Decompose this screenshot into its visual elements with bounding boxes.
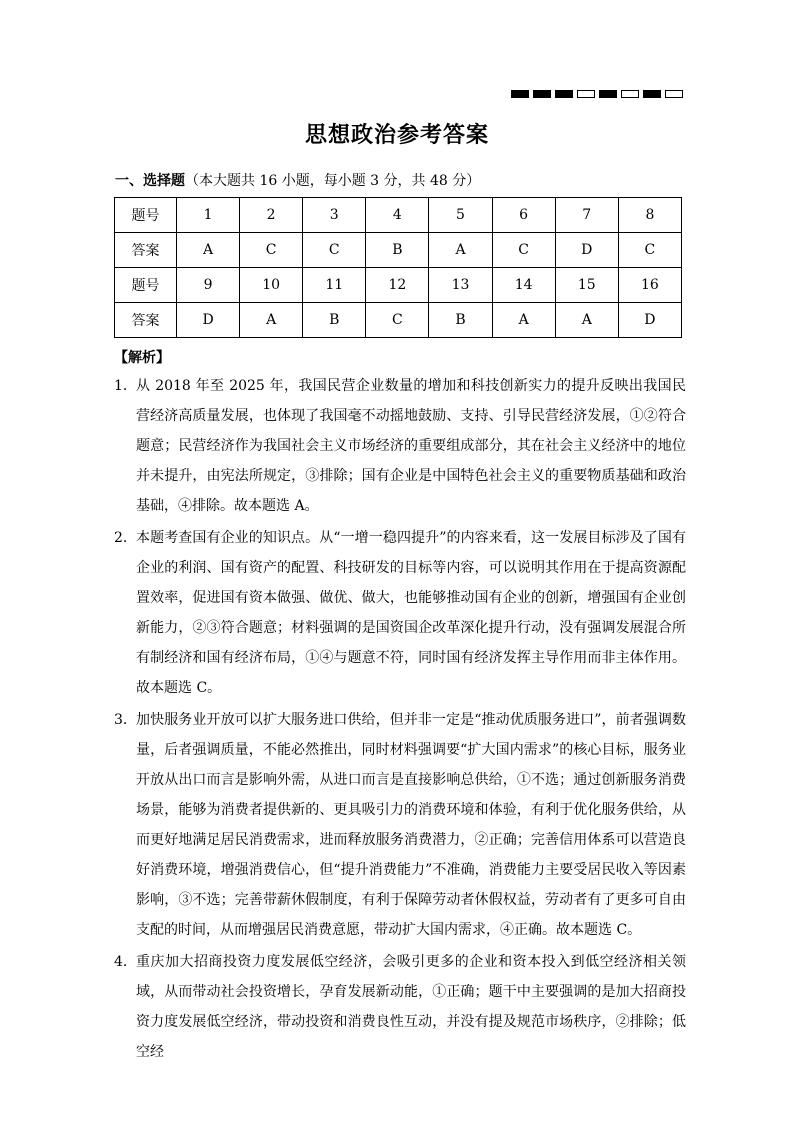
answer-cell: 10 — [240, 268, 303, 303]
answer-cell: A — [240, 303, 303, 338]
answer-cell: 12 — [366, 268, 429, 303]
explanation-text: 本题考查国有企业的知识点。从“一增一稳四提升”的内容来看，这一发展目标涉及了国有企业的利润、国有资产的配置、科技研发的目标等内容，可以说明其作用在于提高资源配置效率，促进国有资本做强、做优、做大，也能够推动国有企业的创新，增强国有企业创新能力，②③符合题意；材料强调的是国资国企改革深化提升行动，没有强调发展混合所有制经济和国有经济布局，①④与题意不符，同时国有经济发挥主导作用而非主体作用。故本题选 C。 — [136, 530, 686, 696]
answer-cell: B — [366, 233, 429, 268]
explanation-item — [114, 947, 686, 1067]
answer-cell: 9 — [177, 268, 240, 303]
analysis-heading: 【解析】 — [114, 350, 170, 366]
answer-cell: C — [303, 233, 366, 268]
answer-cell: 5 — [429, 198, 492, 233]
answer-cell: 7 — [555, 198, 618, 233]
answer-cell: 13 — [429, 268, 492, 303]
section-note: （本大题共 16 小题，每小题 3 分，共 48 分） — [185, 173, 481, 189]
header-mark — [643, 90, 661, 98]
answer-cell: B — [429, 303, 492, 338]
answer-cell: C — [492, 233, 555, 268]
answer-cell: 15 — [555, 268, 618, 303]
table-row — [115, 233, 682, 268]
row-header-cell: 答案 — [115, 233, 177, 268]
answer-cell: A — [555, 303, 618, 338]
row-header-cell: 答案 — [115, 303, 177, 338]
answer-cell: 4 — [366, 198, 429, 233]
table-row — [115, 303, 682, 338]
explanation-item — [114, 705, 686, 945]
table-row — [115, 198, 682, 233]
answer-cell: C — [240, 233, 303, 268]
answer-cell: D — [555, 233, 618, 268]
answer-table — [114, 197, 682, 338]
answer-cell: 2 — [240, 198, 303, 233]
answer-cell: 14 — [492, 268, 555, 303]
explanation-item — [114, 523, 686, 703]
answer-cell: C — [366, 303, 429, 338]
section-heading — [115, 170, 480, 190]
answer-cell: A — [177, 233, 240, 268]
explanation-number: 1． — [114, 378, 137, 394]
answer-cell: 16 — [618, 268, 681, 303]
answer-cell: A — [429, 233, 492, 268]
explanation-list — [114, 371, 686, 1069]
header-mark — [533, 90, 551, 98]
table-row — [115, 268, 682, 303]
section-label: 一、选择题 — [115, 173, 185, 189]
header-mark — [621, 90, 639, 98]
answer-cell: B — [303, 303, 366, 338]
header-mark — [577, 90, 595, 98]
header-marks — [511, 90, 683, 98]
answer-cell: 3 — [303, 198, 366, 233]
answer-cell: D — [618, 303, 681, 338]
answer-cell: D — [177, 303, 240, 338]
explanation-number: 4． — [114, 954, 137, 970]
explanation-text: 重庆加大招商投资力度发展低空经济，会吸引更多的企业和资本投入到低空经济相关领域，从而带动社会投资增长，孕育发展新动能，①正确；题干中主要强调的是加大招商投资力度发展低空经济，带动投资和消费良性互动，并没有提及规范市场秩序，②排除；低空经 — [136, 954, 686, 1060]
row-header-cell: 题号 — [115, 268, 177, 303]
header-mark — [665, 90, 683, 98]
explanation-text: 从 2018 年至 2025 年，我国民营企业数量的增加和科技创新实力的提升反映出我国民营经济高质量发展，也体现了我国毫不动摇地鼓励、支持、引导民营经济发展，①②符合题意；民营经济作为我国社会主义市场经济的重要组成部分，其在社会主义经济中的地位并未提升，由宪法所规定，③排除；国有企业是中国特色社会主义的重要物质基础和政治基础，④排除。故本题选 A。 — [136, 378, 686, 514]
answer-cell: 11 — [303, 268, 366, 303]
page-title: 思想政治参考答案 — [304, 123, 489, 148]
answer-cell: 1 — [177, 198, 240, 233]
explanation-item — [114, 371, 686, 521]
header-mark — [511, 90, 529, 98]
explanation-number: 2． — [114, 530, 137, 546]
explanation-number: 3． — [114, 712, 137, 728]
answer-cell: 8 — [618, 198, 681, 233]
row-header-cell: 题号 — [115, 198, 177, 233]
header-mark — [599, 90, 617, 98]
explanation-text: 加快服务业开放可以扩大服务进口供给，但并非一定是“推动优质服务进口”，前者强调数量，后者强调质量，不能必然推出，同时材料强调要“扩大国内需求”的核心目标，服务业开放从出口而言是影响外需，从进口而言是直接影响总供给，①不选；通过创新服务消费场景，能够为消费者提供新的、更具吸引力的消费环境和体验，有利于优化服务供给，从而更好地满足居民消费需求，进而释放服务消费潜力，②正确；完善信用体系可以营造良好消费环境，增强消费信心，但“提升消费能力”不准确，消费能力主要受居民收入等因素影响，③不选；完善带薪休假制度，有利于保障劳动者休假权益，劳动者有了更多可自由支配的时间，从而增强居民消费意愿，带动扩大国内需求，④正确。故本题选 C。 — [136, 712, 686, 938]
answer-cell: A — [492, 303, 555, 338]
header-mark — [555, 90, 573, 98]
answer-cell: C — [618, 233, 681, 268]
answer-cell: 6 — [492, 198, 555, 233]
